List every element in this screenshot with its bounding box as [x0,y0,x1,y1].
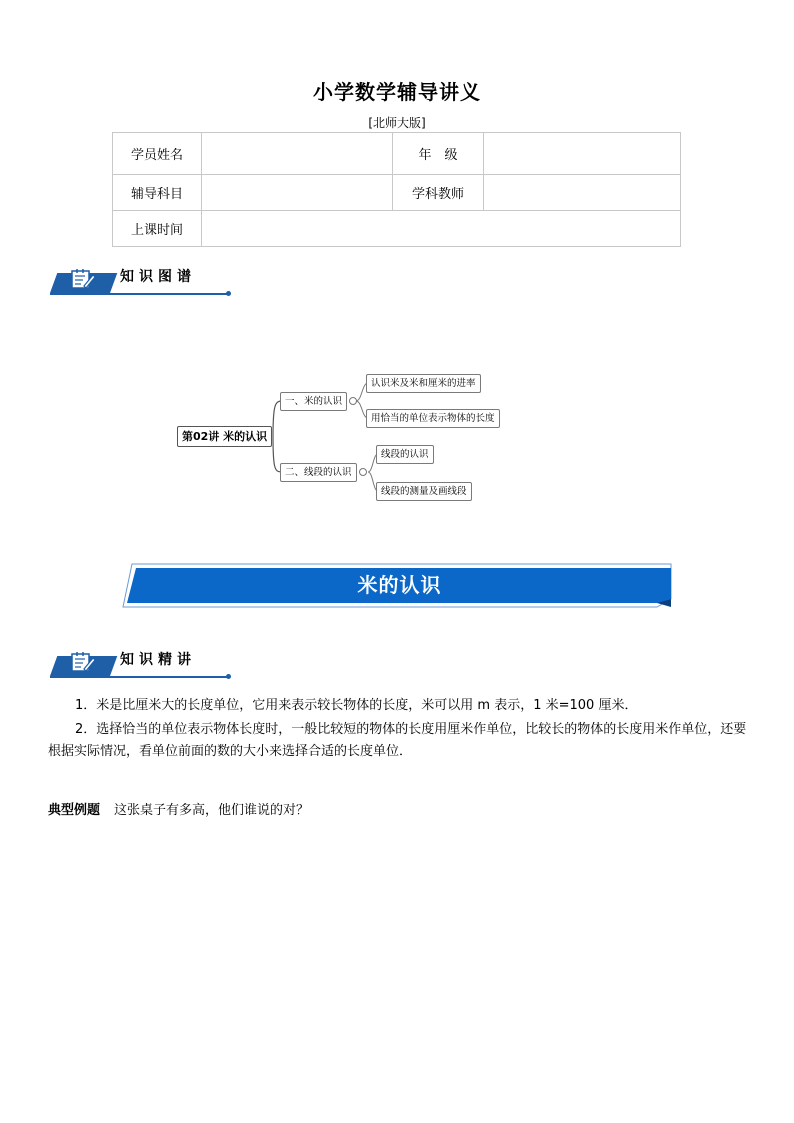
section-header-key-points [50,648,230,680]
banner-title: 米的认识 [357,573,442,597]
example-question [48,799,309,818]
student-name-cell[interactable] [202,133,393,175]
topic-banner [122,563,677,609]
mind-map [170,365,530,505]
class-time-label: 上课时间 [113,211,202,247]
example-tag: 典型例题 [48,803,101,818]
mind-map-leaf: 线段的测量及画线段 [376,482,472,501]
mind-map-root: 第02讲 米的认识 [177,426,272,447]
mind-map-branch-segment: 二、线段的认识 [280,463,357,482]
mind-map-branch-meter: 一、米的认识 [280,392,347,411]
teacher-label: 学科教师 [393,175,484,211]
grade-label: 年 级 [393,133,484,175]
section-underline [50,676,228,678]
mind-map-leaf: 认识米及米和厘米的进率 [366,374,481,393]
key-point-2: 2．选择恰当的单位表示物体长度时，一般比较短的物体的长度用厘米作单位，比较长的物体的长度用米作单位，还要根据实际情况，看单位前面的数的大小来选择合适的长度单位． [48,722,747,759]
mind-map-leaf: 用恰当的单位表示物体的长度 [366,409,500,428]
subject-cell[interactable] [202,175,393,211]
notepad-pencil-icon [70,268,96,290]
section-title: 知识精讲 [120,652,196,668]
notepad-pencil-icon [70,651,96,673]
grade-cell[interactable] [484,133,681,175]
subject-label: 辅导科目 [113,175,202,211]
key-point-1: 1．米是比厘米大的长度单位，它用来表示较长物体的长度，米可以用 m 表示，1 米=100 厘米． [75,698,638,713]
student-name-label: 学员姓名 [113,133,202,175]
example-text: 这张桌子有多高，他们谁说的对？ [114,803,310,818]
section-underline [50,293,228,295]
student-info-table [112,132,681,247]
document-title: 小学数学辅导讲义 [313,80,481,104]
mind-map-leaf: 线段的认识 [376,445,434,464]
section-underline-dot [226,291,231,296]
teacher-cell[interactable] [484,175,681,211]
section-title: 知识图谱 [120,269,196,285]
section-header-knowledge-map [50,265,230,297]
class-time-cell[interactable] [202,211,681,247]
section-underline-dot [226,674,231,679]
edition-label: [北师大版] [368,116,426,130]
